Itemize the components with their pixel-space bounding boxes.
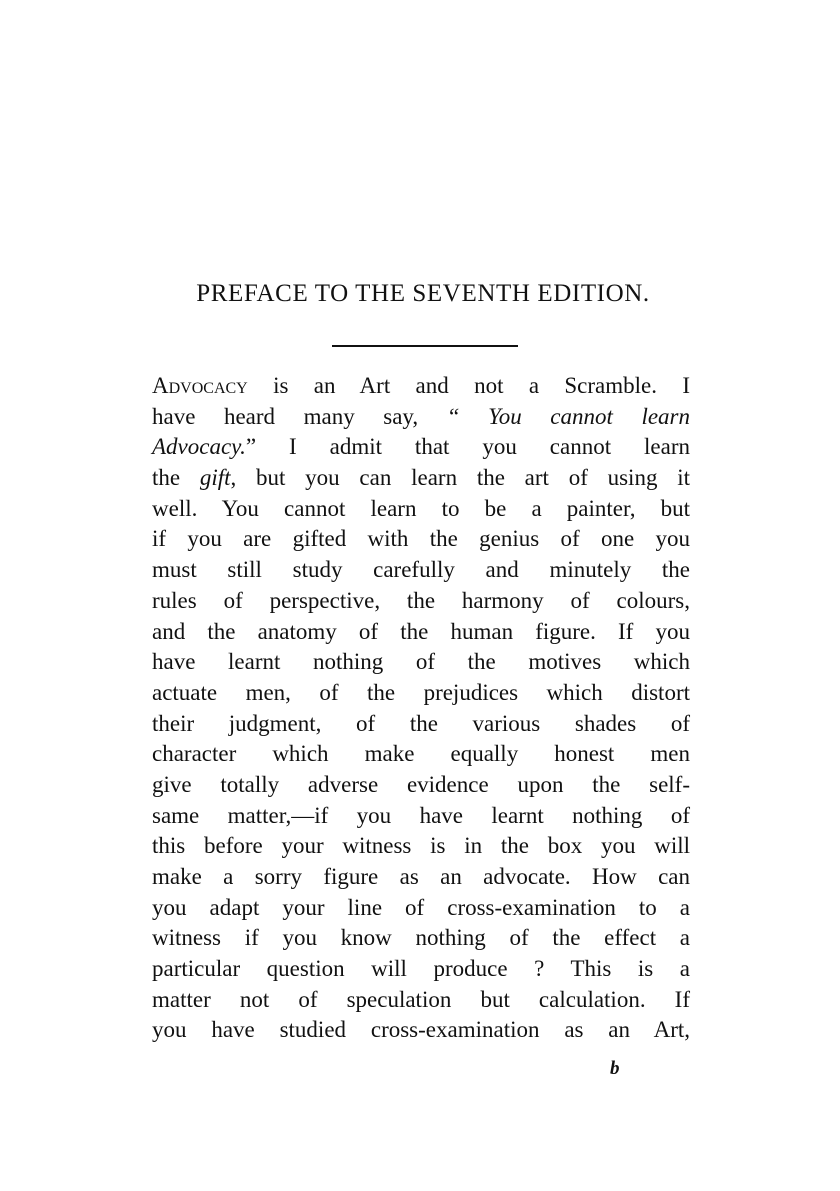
emphasis-word: gift bbox=[199, 465, 231, 491]
text-line: particular question will produce ? This is a bbox=[152, 956, 690, 982]
text-line: their judgment, of the various shades of bbox=[152, 710, 690, 736]
page-title: PREFACE TO THE SEVENTH EDITION. bbox=[196, 280, 650, 307]
text-line: matter not of speculation but calculation. If bbox=[152, 986, 690, 1012]
text-line: make a sorry figure as an advocate. How can bbox=[152, 864, 690, 889]
text-line: have learnt nothing of the motives which bbox=[152, 649, 690, 675]
text-line: character which make equally honest men bbox=[152, 741, 690, 767]
text-line: if you are gifted with the genius of one you bbox=[152, 526, 690, 552]
text-line: Advocacy.” I admit that you cannot learn bbox=[152, 434, 690, 460]
text-line: have heard many say, “ You cannot learn bbox=[152, 403, 691, 429]
signature-mark: b bbox=[610, 1058, 620, 1079]
opening-word: Advocacy bbox=[152, 373, 248, 398]
text-line: and the anatomy of the human figure. If you bbox=[152, 618, 690, 644]
title-rule-divider bbox=[332, 345, 518, 347]
text-line: same matter,—if you have learnt nothing of bbox=[152, 802, 690, 828]
text-line: you have studied cross-examination as an Art, bbox=[152, 1017, 690, 1043]
text-line: must still study carefully and minutely the bbox=[152, 557, 690, 583]
text-line: give totally adverse evidence upon the self- bbox=[152, 771, 690, 797]
quoted-phrase: “ You cannot learn bbox=[446, 403, 691, 429]
text-line: this before your witness is in the box you will bbox=[152, 833, 690, 859]
preface-paragraph bbox=[152, 371, 690, 1046]
text-line: witness if you know nothing of the effect a bbox=[152, 925, 690, 951]
text-line: rules of perspective, the harmony of colours, bbox=[152, 587, 690, 613]
text-line: the gift, but you can learn the art of using it bbox=[152, 465, 690, 491]
text-line: actuate men, of the prejudices which distort bbox=[152, 679, 690, 705]
text-line: Advocacy is an Art and not a Scramble. I bbox=[152, 373, 690, 398]
text-line: well. You cannot learn to be a painter, but bbox=[152, 495, 690, 521]
quoted-phrase: Advocacy. bbox=[152, 434, 246, 460]
text-line: you adapt your line of cross-examination to a bbox=[152, 894, 690, 920]
